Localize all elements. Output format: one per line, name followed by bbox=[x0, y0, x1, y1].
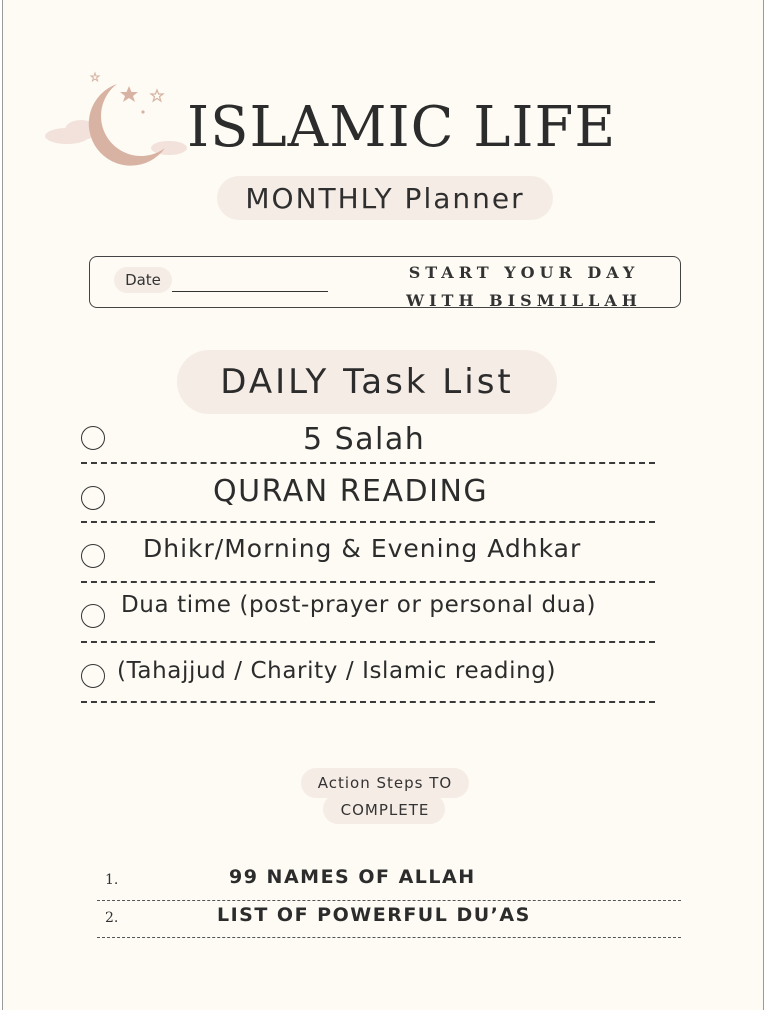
circle-checkbox-icon[interactable] bbox=[81, 426, 105, 450]
date-pill bbox=[114, 267, 172, 293]
circle-checkbox-icon[interactable] bbox=[81, 664, 105, 688]
task-label: (Tahajjud / Charity / Islamic reading) bbox=[117, 658, 557, 684]
action-steps-header bbox=[299, 766, 471, 828]
task-label: Dua time (post-prayer or personal dua) bbox=[121, 592, 597, 618]
action-steps-title bbox=[299, 770, 471, 824]
date-field[interactable] bbox=[172, 291, 328, 292]
task-divider bbox=[81, 701, 655, 703]
motto-line-2: WITH BISMILLAH bbox=[406, 291, 642, 310]
subtitle-pill bbox=[217, 176, 553, 220]
crescent-moon-stars-cloud-icon bbox=[39, 68, 199, 178]
task-item bbox=[81, 424, 677, 480]
date-box bbox=[89, 256, 681, 308]
action-steps-title-line-1: Action Steps TO bbox=[317, 774, 453, 792]
circle-checkbox-icon[interactable] bbox=[81, 604, 105, 628]
task-label: 5 Salah bbox=[303, 422, 426, 457]
circle-checkbox-icon[interactable] bbox=[81, 544, 105, 568]
task-label: Dhikr/Morning & Evening Adhkar bbox=[143, 534, 582, 563]
step-number: 2. bbox=[105, 910, 119, 926]
task-item bbox=[81, 658, 677, 720]
step-divider bbox=[97, 937, 681, 938]
step-text: LIST OF POWERFUL DU’AS bbox=[217, 904, 531, 926]
date-label: Date bbox=[125, 271, 161, 289]
task-divider bbox=[81, 521, 655, 523]
task-list-title: DAILY Task List bbox=[220, 362, 514, 402]
task-label: QURAN READING bbox=[213, 474, 489, 509]
step-number: 1. bbox=[105, 872, 119, 888]
planner-page bbox=[2, 0, 764, 1010]
task-divider bbox=[81, 581, 655, 583]
task-divider bbox=[81, 462, 655, 464]
task-item bbox=[81, 474, 677, 540]
action-steps-title-line-2: COMPLETE bbox=[340, 801, 430, 819]
task-item bbox=[81, 592, 677, 660]
task-divider bbox=[81, 641, 655, 643]
motto-line-1: START YOUR DAY bbox=[408, 263, 640, 282]
motto bbox=[394, 259, 654, 315]
step-divider bbox=[97, 900, 681, 901]
page-subtitle: MONTHLY Planner bbox=[245, 181, 525, 215]
step-text: 99 NAMES OF ALLAH bbox=[229, 866, 476, 888]
circle-checkbox-icon[interactable] bbox=[81, 486, 105, 510]
task-list-header-pill bbox=[177, 350, 557, 414]
page-title: ISLAMIC LIFE bbox=[187, 95, 617, 160]
